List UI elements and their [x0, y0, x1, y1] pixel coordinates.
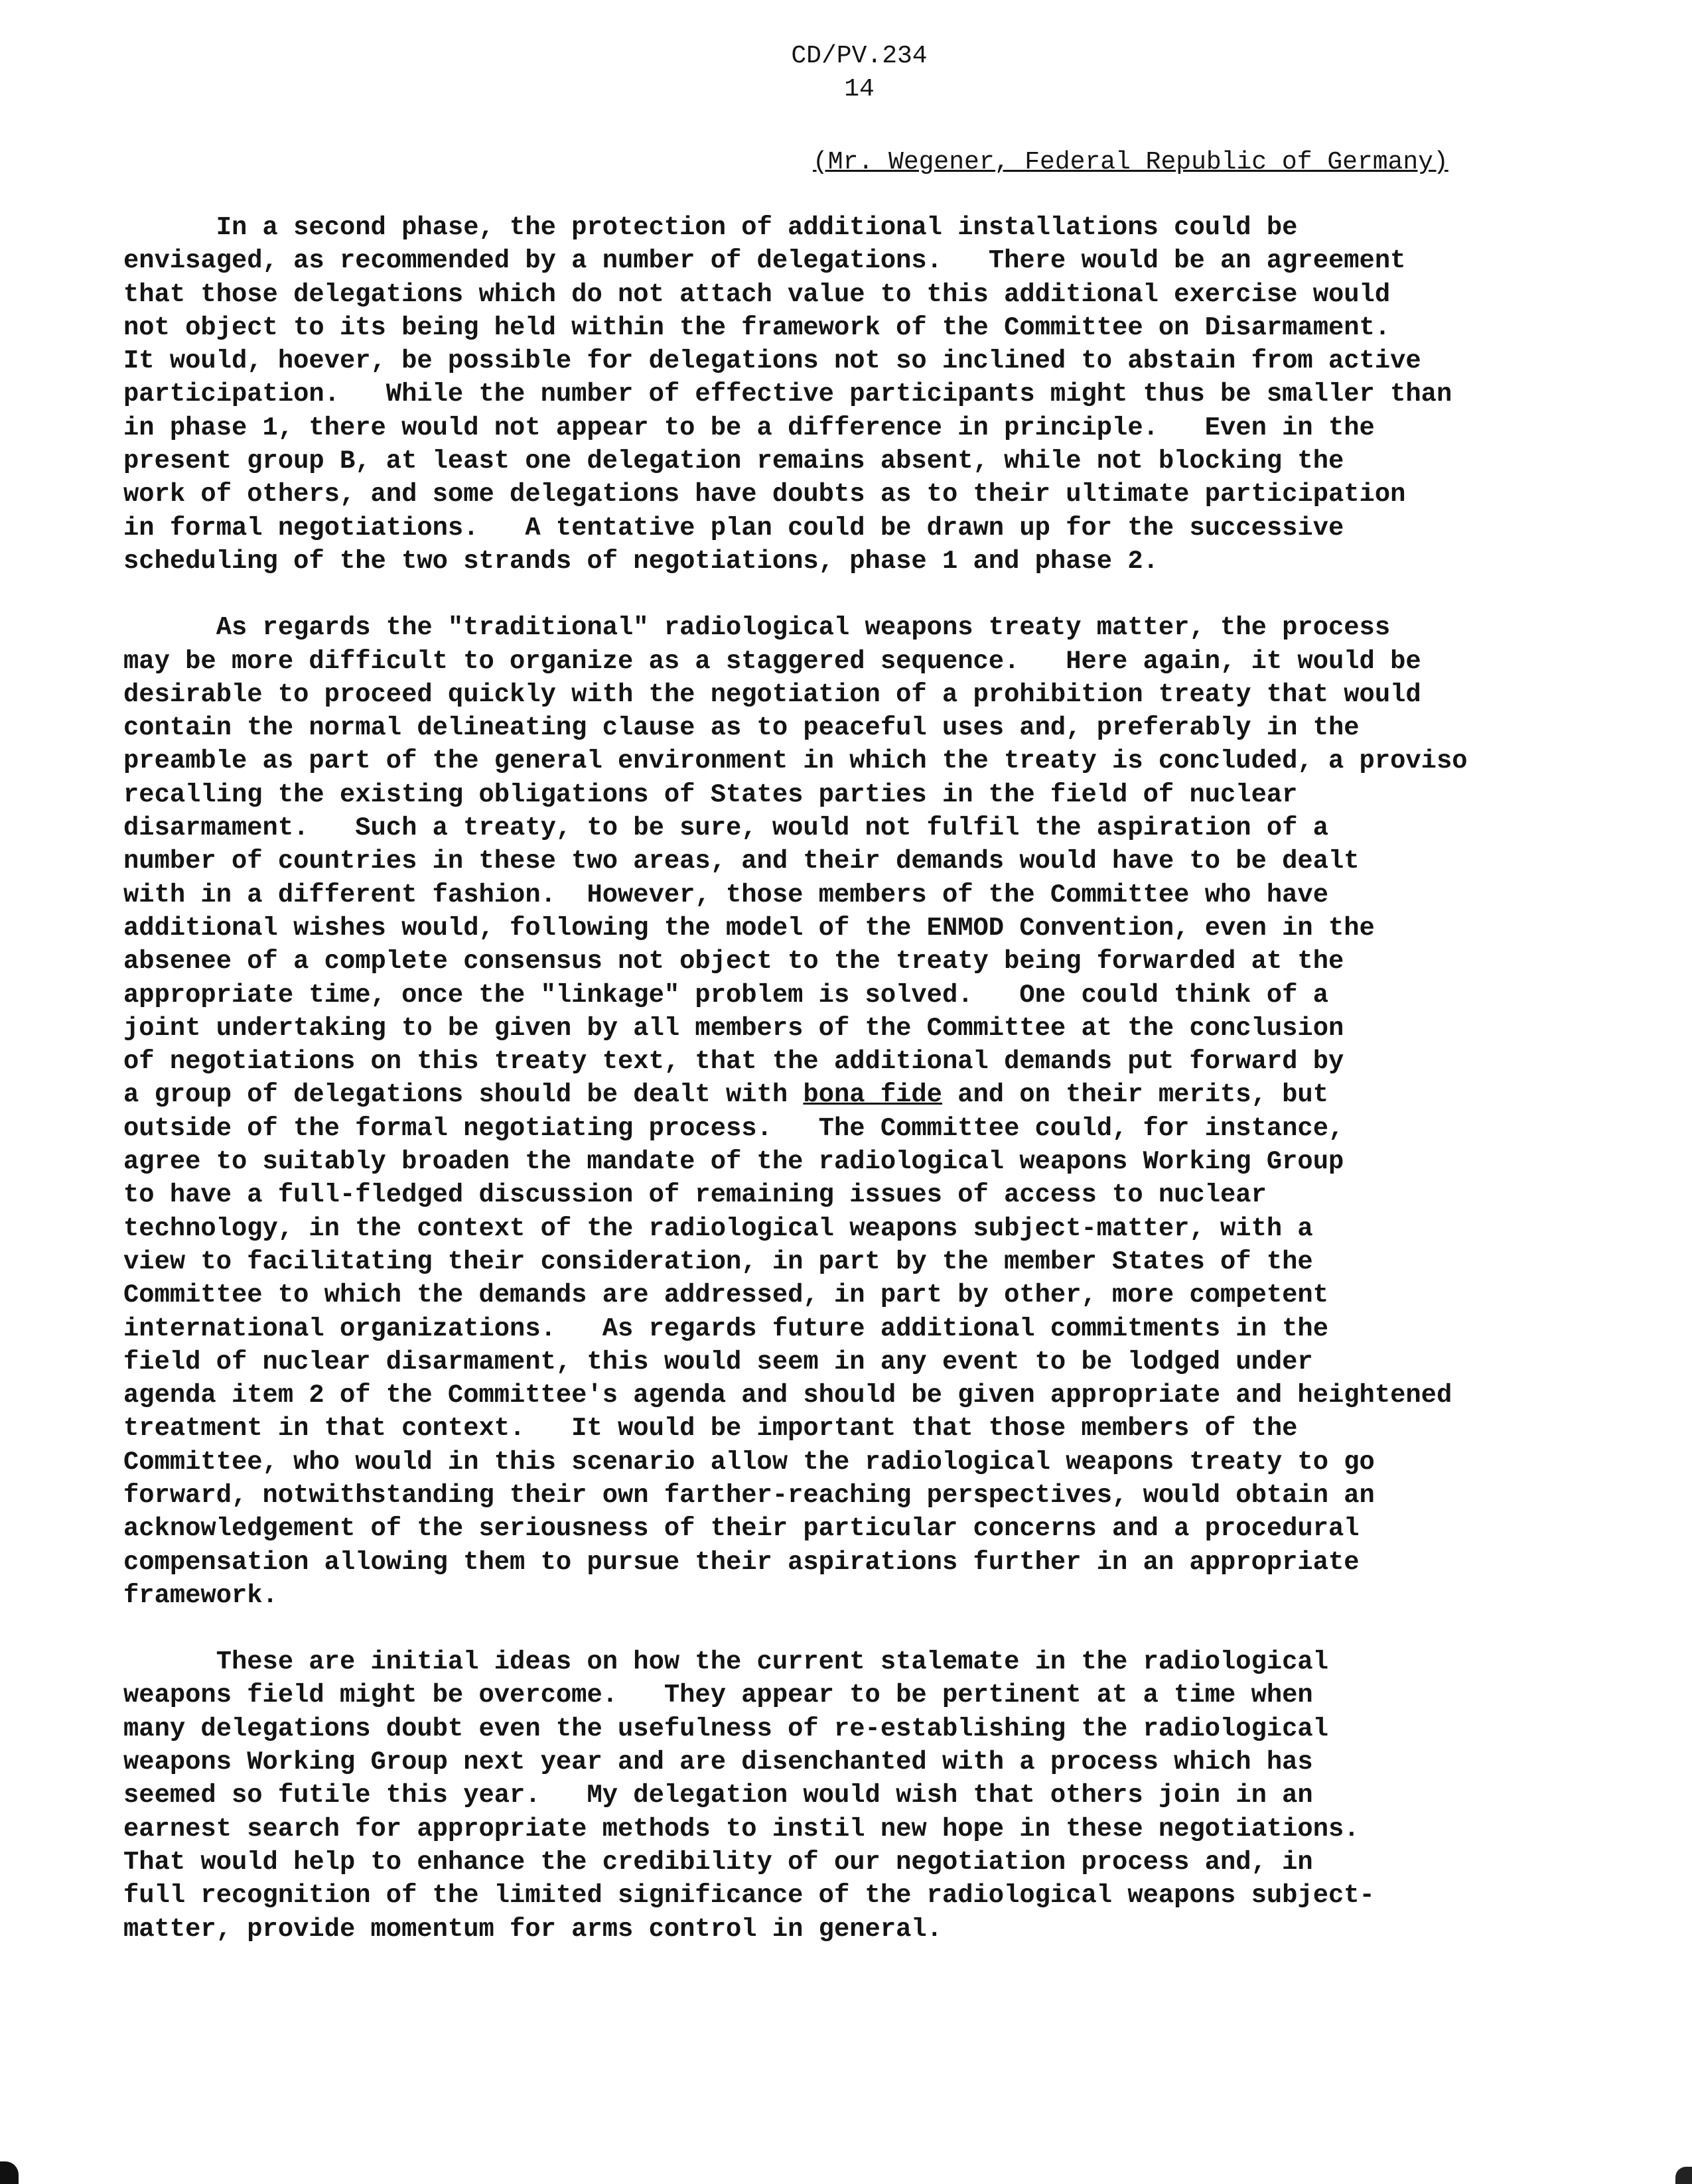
text-line: treatment in that context. It would be important that those members of the	[123, 1414, 1298, 1444]
paragraph-2	[123, 611, 1583, 1612]
text-line: in formal negotiations. A tentative plan could be drawn up for the successive	[123, 513, 1344, 543]
scan-edge-mark	[0, 2161, 19, 2184]
text-line: As regards the "traditional" radiological weapons treaty matter, the process	[123, 613, 1391, 643]
text-line: weapons Working Group next year and are disenchanted with a process which has	[123, 1747, 1313, 1777]
text-line: agree to suitably broaden the mandate of the radiological weapons Working Group	[123, 1147, 1344, 1177]
text-line: matter, provide momentum for arms control in general.	[123, 1914, 942, 1944]
text-line: work of others, and some delegations have doubts as to their ultimate participation	[123, 480, 1406, 510]
text-line: full recognition of the limited significance of the radiological weapons subject-	[123, 1881, 1375, 1911]
body-text	[123, 211, 1583, 1979]
text-line: appropriate time, once the "linkage" problem is solved. One could think of a	[123, 980, 1328, 1010]
text-line: to have a full-fledged discussion of remaining issues of access to nuclear	[123, 1180, 1267, 1210]
text-line: of negotiations on this treaty text, that the additional demands put forward by	[123, 1047, 1344, 1077]
text-line: earnest search for appropriate methods to instil new hope in these negotiations.	[123, 1814, 1360, 1844]
text-segment: a group of delegations should be dealt with	[123, 1080, 804, 1110]
text-line: weapons field might be overcome. They appear to be pertinent at a time when	[123, 1680, 1313, 1710]
page-header	[0, 40, 1692, 106]
page-number: 14	[844, 75, 875, 103]
text-line: desirable to proceed quickly with the negotiation of a prohibition treaty that would	[123, 679, 1421, 709]
text-line: outside of the formal negotiating process. The Committee could, for instance,	[123, 1113, 1344, 1143]
text-line: Committee, who would in this scenario allow the radiological weapons treaty to go	[123, 1447, 1375, 1477]
text-line: compensation allowing them to pursue their aspirations further in an appropriate	[123, 1547, 1360, 1577]
text-line: international organizations. As regards future additional commitments in the	[123, 1314, 1328, 1343]
text-line: Committee to which the demands are addressed, in part by other, more competent	[123, 1280, 1328, 1310]
text-line: It would, hoever, be possible for delegations not so inclined to abstain from active	[123, 346, 1421, 376]
text-line: with in a different fashion. However, those members of the Committee who have	[123, 880, 1328, 910]
scan-edge-mark	[1675, 2167, 1692, 2184]
text-line: field of nuclear disarmament, this would seem in any event to be lodged under	[123, 1347, 1313, 1377]
text-line: preamble as part of the general environment in which the treaty is concluded, a proviso	[123, 746, 1468, 776]
text-line: additional wishes would, following the model of the ENMOD Convention, even in the	[123, 913, 1375, 943]
text-line: in phase 1, there would not appear to be a difference in principle. Even in the	[123, 413, 1375, 443]
text-line: scheduling of the two strands of negotiations, phase 1 and phase 2.	[123, 546, 1159, 576]
text-line: number of countries in these two areas, and their demands would have to be dealt	[123, 847, 1360, 876]
text-line: many delegations doubt even the usefulness of re-establishing the radiological	[123, 1714, 1328, 1743]
paragraph-1	[123, 211, 1583, 578]
text-line: absenee of a complete consensus not object to the treaty being forwarded at the	[123, 947, 1344, 977]
document-id: CD/PV.234	[791, 42, 928, 70]
text-line: In a second phase, the protection of additional installations could be	[123, 213, 1298, 242]
speaker-attribution: (Mr. Wegener, Federal Republic of Germany)	[813, 148, 1448, 176]
text-line: That would help to enhance the credibility of our negotiation process and, in	[123, 1847, 1313, 1877]
text-line: present group B, at least one delegation remains absent, while not blocking the	[123, 446, 1344, 476]
text-line: view to facilitating their consideration, in part by the member States of the	[123, 1247, 1313, 1276]
text-line: not object to its being held within the framework of the Committee on Disarmament.	[123, 312, 1391, 342]
text-line: disarmament. Such a treaty, to be sure, would not fulfil the aspiration of a	[123, 813, 1328, 843]
text-line: agenda item 2 of the Committee's agenda and should be given appropriate and heightened	[123, 1381, 1452, 1410]
text-line: technology, in the context of the radiological weapons subject-matter, with a	[123, 1213, 1313, 1243]
bona-fide-underlined: bona fide	[803, 1080, 942, 1110]
text-line: contain the normal delineating clause as to peaceful uses and, preferably in the	[123, 713, 1360, 743]
text-line: framework.	[123, 1580, 278, 1610]
text-line: acknowledgement of the seriousness of their particular concerns and a procedural	[123, 1514, 1360, 1544]
text-line: may be more difficult to organize as a staggered sequence. Here again, it would be	[123, 646, 1421, 676]
text-line: forward, notwithstanding their own farther-reaching perspectives, would obtain an	[123, 1480, 1375, 1510]
text-line: recalling the existing obligations of States parties in the field of nuclear	[123, 780, 1298, 809]
paragraph-3	[123, 1645, 1583, 1946]
text-line-with-underline	[123, 1078, 1583, 1111]
text-segment: and on their merits, but	[942, 1080, 1329, 1110]
text-line: that those delegations which do not attach value to this additional exercise would	[123, 279, 1391, 309]
text-line: These are initial ideas on how the current stalemate in the radiological	[123, 1647, 1328, 1677]
text-line: joint undertaking to be given by all members of the Committee at the conclusion	[123, 1013, 1344, 1043]
text-line: envisaged, as recommended by a number of delegations. There would be an agreement	[123, 246, 1406, 276]
text-line: seemed so futile this year. My delegation would wish that others join in an	[123, 1781, 1313, 1810]
text-line: participation. While the number of effective participants might thus be smaller than	[123, 379, 1452, 409]
